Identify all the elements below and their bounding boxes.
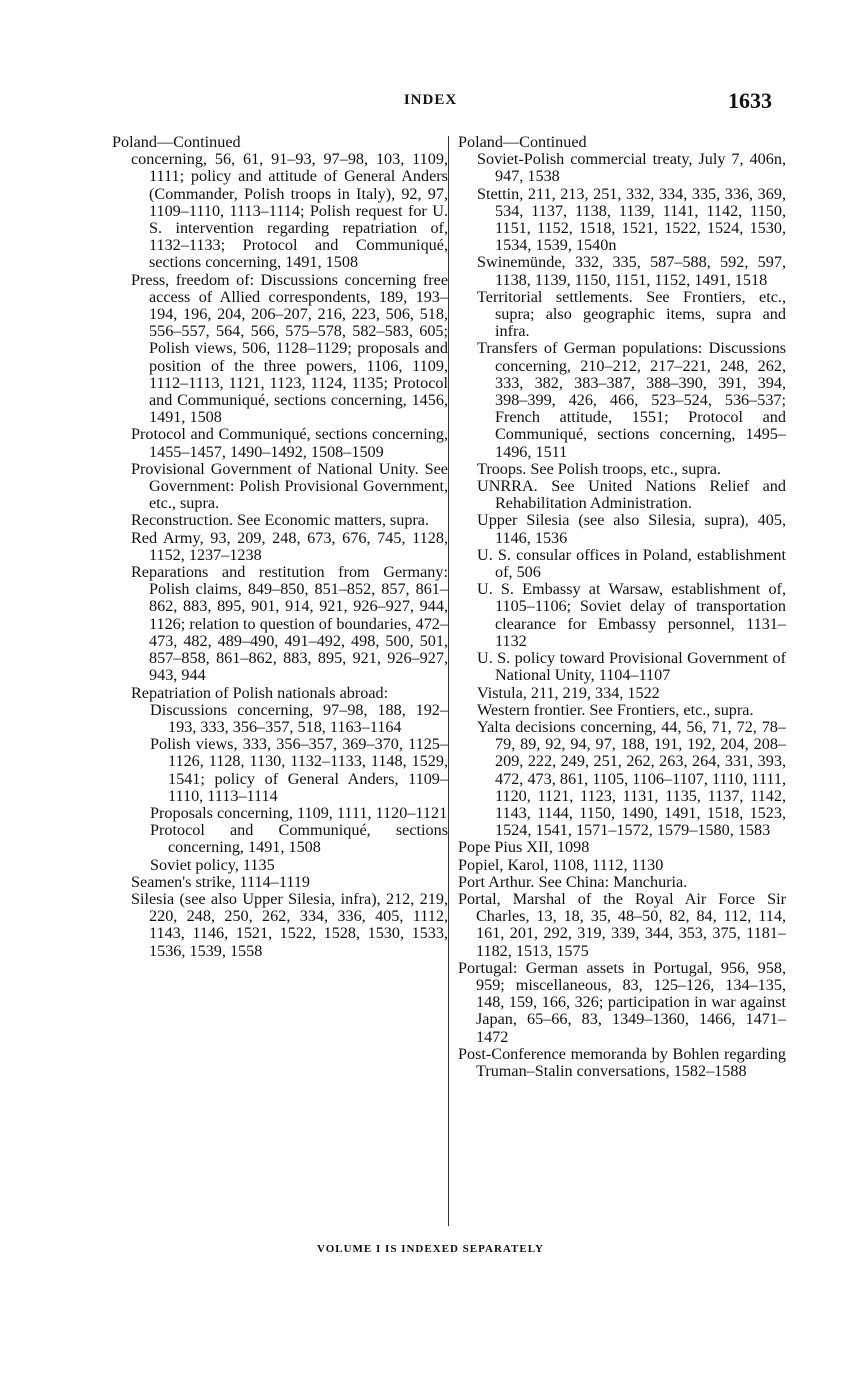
index-entry: U. S. policy toward Provisional Government of National Unity, 1104–1107: [477, 649, 786, 685]
running-header-title: INDEX: [403, 92, 458, 108]
index-entry: Portal, Marshal of the Royal Air Force Sir Charles, 13, 18, 35, 48–50, 82, 84, 112, 114, 161, 201, 292, 319, 339, 344, 353, 375, 1181–1182, 1513, 1575: [458, 889, 786, 960]
index-entry: Repatriation of Polish nationals abroad:: [131, 683, 389, 702]
index-entry: Soviet policy, 1135: [150, 855, 275, 874]
index-entry: Reparations and restitution from Germany: Polish claims, 849–850, 851–852, 857, 861–862, 883, 895, 901, 914, 921, 926–927, 944, 1126; relation to question of boundaries, 472–473, 482, 489–490, 491–492, 498, 500, 501, 857–858, 861–862, 883, 895, 921, 926–927, 943, 944: [131, 563, 448, 685]
index-column-right: [458, 134, 786, 1080]
index-entry: Red Army, 93, 209, 248, 673, 676, 745, 1128, 1152, 1237–1238: [131, 528, 448, 564]
index-entry: U. S. Embassy at Warsaw, establishment of, 1105–1106; Soviet delay of transportation clearance for Embassy personnel, 1131–1132: [477, 580, 786, 650]
index-entry: Post-Conference memoranda by Bohlen regarding Truman–Stalin conversations, 1582–1588: [458, 1044, 786, 1080]
index-entry: UNRRA. See United Nations Relief and Rehabilitation Administration.: [477, 477, 786, 513]
index-entry: Yalta decisions concerning, 44, 56, 71, 72, 78–79, 89, 92, 94, 97, 188, 191, 192, 204, 208–209, 222, 249, 251, 262, 263, 264, 331, 393, 472, 473, 861, 1105, 1106–1107, 1110, 1111, 1120, 1121, 1123, 1131, 1135, 1137, 1142, 1143, 1144, 1150, 1490, 1491, 1518, 1523, 1524, 1541, 1571–1572, 1579–1580, 1583: [477, 717, 786, 840]
index-entry: Transfers of German populations: Discussions concerning, 210–212, 217–221, 248, 262, 333, 382, 383–387, 388–390, 391, 394, 398–399, 426, 466, 523–524, 536–537; French attitude, 1551; Protocol and Communiqué, sections concerning, 1495–1496, 1511: [477, 339, 786, 461]
index-entry: U. S. consular offices in Poland, establishment of, 506: [477, 545, 786, 582]
index-entry: Protocol and Communiqué, sections concerning, 1491, 1508: [150, 821, 448, 857]
index-entry: Swinemünde, 332, 335, 587–588, 592, 597, 1138, 1139, 1150, 1151, 1152, 1491, 1518: [477, 253, 786, 289]
index-entry: Poland—Continued: [458, 133, 587, 151]
index-entry: Popiel, Karol, 1108, 1112, 1130: [458, 855, 664, 874]
index-entry: Port Arthur. See China: Manchuria.: [458, 872, 688, 891]
index-entry: Proposals concerning, 1109, 1111, 1120–1121: [150, 803, 448, 822]
index-entry: concerning, 56, 61, 91–93, 97–98, 103, 1109, 1111; policy and attitude of General Anders (Commander, Polish troops in Italy), 92, 97, 1109–1110, 1113–1114; Polish request for U. S. intervention regarding repatriation of, 1132–1133; Protocol and Communiqué, sections concerning, 1491, 1508: [131, 150, 448, 272]
index-entry: Provisional Government of National Unity. See Government: Polish Provisional Government, etc., supra.: [131, 459, 448, 513]
index-entry: Protocol and Communiqué, sections concerning, 1455–1457, 1490–1492, 1508–1509: [131, 425, 448, 461]
index-entry: Upper Silesia (see also Silesia, supra), 405, 1146, 1536: [477, 511, 786, 547]
index-entry: Vistula, 211, 219, 334, 1522: [477, 683, 660, 702]
index-entry: Seamen's strike, 1114–1119: [131, 872, 311, 891]
footer-note: VOLUME I IS INDEXED SEPARATELY: [316, 1243, 544, 1255]
index-entry: Soviet-Polish commercial treaty, July 7, 406n, 947, 1538: [477, 150, 786, 186]
index-entry: Western frontier. See Frontiers, etc., supra.: [477, 700, 754, 719]
index-entry: Portugal: German assets in Portugal, 956, 958, 959; miscellaneous, 83, 125–126, 134–135, 148, 159, 166, 326; participation in war against Japan, 65–66, 83, 1349–1360, 1466, 1471–1472: [458, 958, 786, 1046]
column-divider: [448, 136, 449, 1226]
index-entry: Pope Pius XII, 1098: [458, 838, 590, 857]
index-entry: Stettin, 211, 213, 251, 332, 334, 335, 336, 369, 534, 1137, 1138, 1139, 1141, 1142, 1150, 1151, 1152, 1518, 1521, 1522, 1524, 1530, 1534, 1539, 1540n: [477, 184, 786, 255]
index-entry: Troops. See Polish troops, etc., supra.: [477, 459, 722, 478]
index-entry: Discussions concerning, 97–98, 188, 192–193, 333, 356–357, 518, 1163–1164: [150, 700, 448, 736]
index-column-left: [112, 134, 448, 960]
index-entry: Poland—Continued: [112, 133, 241, 151]
page-number: 1633: [728, 88, 772, 113]
index-entry: Reconstruction. See Economic matters, supra.: [131, 511, 430, 530]
index-entry: Polish views, 333, 356–357, 369–370, 1125–1126, 1128, 1130, 1132–1133, 1148, 1529, 1541; policy of General Anders, 1109–1110, 1113–1114: [150, 735, 448, 805]
index-entry: Silesia (see also Upper Silesia, infra), 212, 219, 220, 248, 250, 262, 334, 336, 405, 1112, 1143, 1146, 1521, 1522, 1528, 1530, 1533, 1536, 1539, 1558: [131, 889, 448, 960]
index-entry: Press, freedom of: Discussions concerning free access of Allied correspondents, 189, 193–194, 196, 204, 206–207, 216, 223, 506, 518, 556–557, 564, 566, 575–578, 582–583, 605; Polish views, 506, 1128–1129; proposals and position of the three powers, 1106, 1109, 1112–1113, 1121, 1123, 1124, 1135; Protocol and Communiqué, sections concerning, 1456, 1491, 1508: [131, 270, 448, 427]
index-entry: Territorial settlements. See Frontiers, etc., supra; also geographic items, supra and infra.: [477, 287, 786, 341]
